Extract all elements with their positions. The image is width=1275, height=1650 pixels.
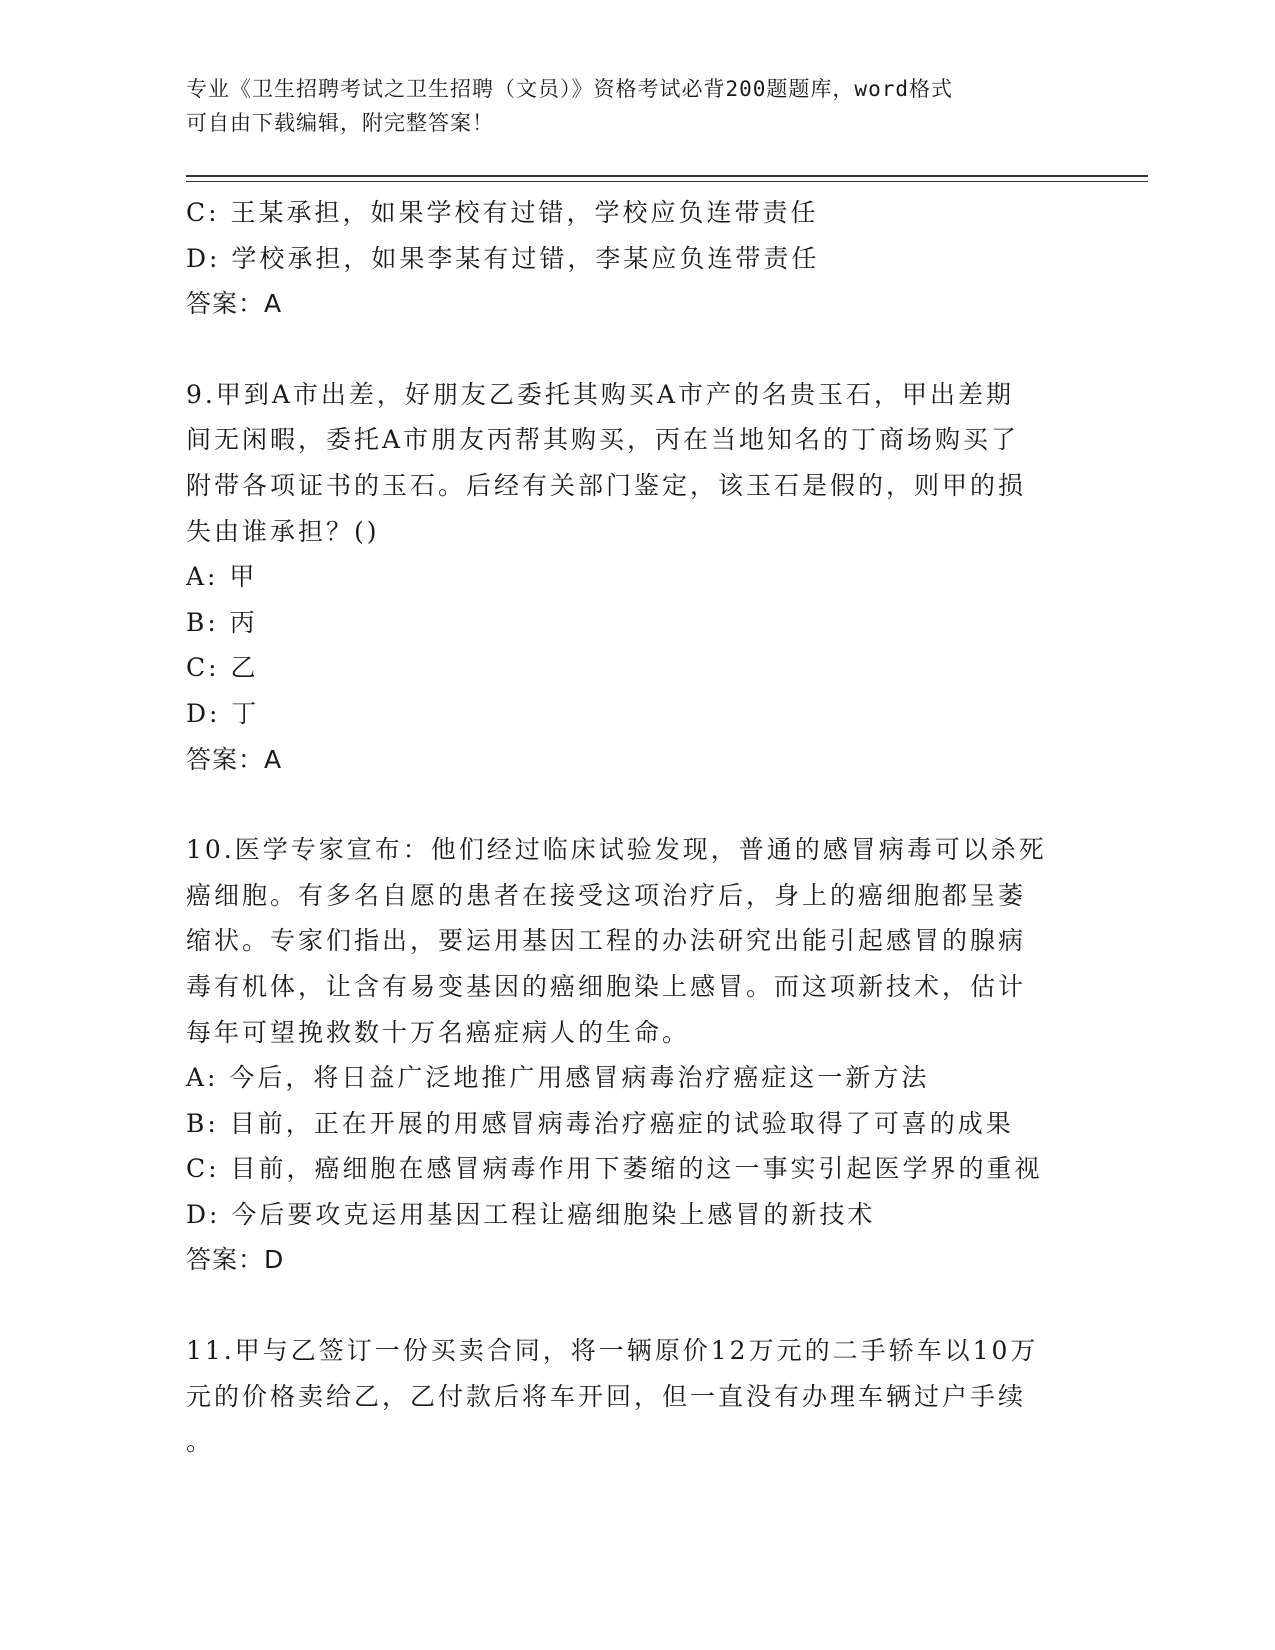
q9-stem-line: 附带各项证书的玉石。后经有关部门鉴定，该玉石是假的，则甲的损: [186, 470, 1027, 500]
q10-stem-line: 癌细胞。有多名自愿的患者在接受这项治疗后，身上的癌细胞都呈萎: [186, 880, 1027, 910]
q9-option-c: C: 乙: [186, 653, 259, 683]
question-10: [186, 827, 1086, 1283]
header-divider-thick: [186, 175, 1148, 177]
q10-option-d: D: 今后要攻克运用基因工程让癌细胞染上感冒的新技术: [186, 1199, 876, 1229]
q9-stem-line: 失由谁承担？(): [186, 516, 380, 546]
q11-stem-line: 元的价格卖给乙，乙付款后将车开回，但一直没有办理车辆过户手续: [186, 1381, 1027, 1411]
spacer: [186, 782, 1086, 827]
q10-stem-line: 毒有机体，让含有易变基因的癌细胞染上感冒。而这项新技术，估计: [186, 971, 1027, 1001]
question-11: [186, 1328, 1086, 1465]
q10-stem-line: 缩状。专家们指出，要运用基因工程的办法研究出能引起感冒的腺病: [186, 926, 1027, 956]
question-8-tail: [186, 190, 1086, 327]
document-body: [186, 190, 1086, 1465]
q10-option-b: B: 目前，正在开展的用感冒病毒治疗癌症的试验取得了可喜的成果: [186, 1108, 1014, 1138]
q9-answer: 答案：A: [186, 744, 283, 774]
q10-stem-line: 每年可望挽救数十万名癌症病人的生命。: [186, 1017, 691, 1047]
document-header: [186, 72, 1066, 140]
q9-option-a: A: 甲: [186, 562, 258, 592]
header-title-line-2: 可自由下载编辑，附完整答案！: [186, 111, 494, 135]
q11-stem-line: 11.甲与乙签订一份买卖合同，将一辆原价12万元的二手轿车以10万: [186, 1336, 1039, 1366]
header-title-line-1: 专业《卫生招聘考试之卫生招聘（文员）》资格考试必背200题题库，word格式: [186, 77, 953, 101]
q9-option-d: D: 丁: [186, 698, 260, 728]
q8-option-c: C: 王某承担，如果学校有过错，学校应负连带责任: [186, 198, 819, 227]
q10-option-a: A: 今后，将日益广泛地推广用感冒病毒治疗癌症这一新方法: [186, 1063, 930, 1093]
question-9: [186, 372, 1086, 782]
q10-option-c: C: 目前，癌细胞在感冒病毒作用下萎缩的这一事实引起医学界的重视: [186, 1154, 1043, 1184]
q10-stem-line: 10.医学专家宣布：他们经过临床试验发现，普通的感冒病毒可以杀死: [186, 835, 1047, 865]
q9-stem-line: 间无闲暇，委托A市朋友丙帮其购买，丙在当地知名的丁商场购买了: [186, 425, 1020, 455]
spacer: [186, 1283, 1086, 1328]
q9-stem-line: 9.甲到A市出差，好朋友乙委托其购买A市产的名贵玉石，甲出差期: [186, 379, 1014, 409]
q8-option-d: D: 学校承担，如果李某有过错，李某应负连带责任: [186, 243, 820, 273]
q11-stem-line: 。: [186, 1427, 215, 1457]
spacer: [186, 327, 1086, 372]
q10-answer: 答案：D: [186, 1245, 285, 1275]
q8-answer: 答案：A: [186, 289, 283, 319]
header-divider-thin: [186, 181, 1148, 182]
q9-option-b: B: 丙: [186, 607, 258, 637]
